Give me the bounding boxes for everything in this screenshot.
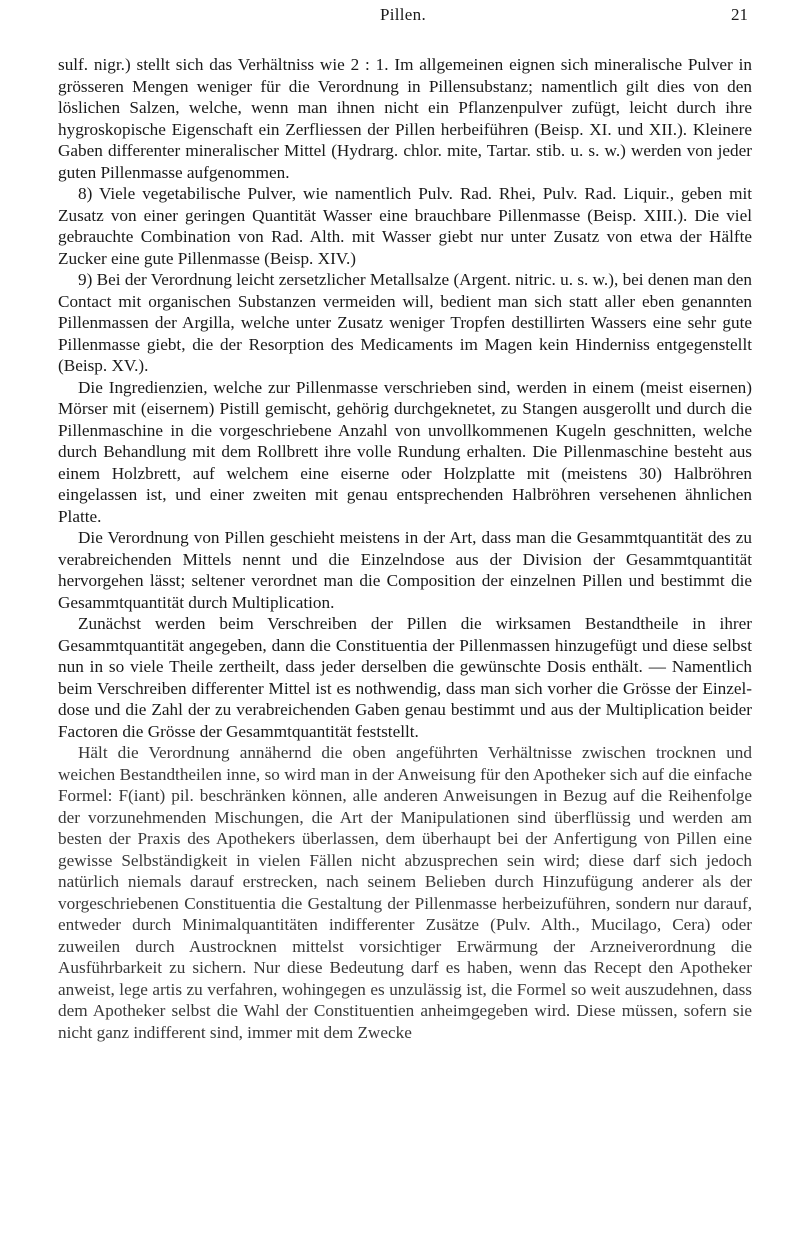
paragraph-ingredients: Die Ingredienzien, welche zur Pillenmasse verschrieben sind, werden in einem (meist eisernen) Mörser mit (eisernem) Pistill gemischt, gehörig durchgeknetet, zu Stangen ausgerollt und durch die Pillenmaschine in die vorgeschriebene Anzahl von unvollkommenen Kugeln geschnitten, welche durch Behandlung mit dem Rollbrett ihre volle Rundung erhalten. Die Pillenmaschine besteht aus einem Holzbrett, auf welchem eine eiserne oder Holzplatte mit (meistens 30) Halbröhren eingelassen ist, und einer zweiten mit genau entsprechenden Halbröhren versehenen ähnlichen Platte. <box>58 377 752 526</box>
paragraph-procedure: Zunächst werden beim Verschreiben der Pillen die wirksamen Bestandtheile in ihrer Gesammtquantität angegeben, dann die Constituentia der Pillenmassen hinzugefügt und diese selbst nun in so viele Theile zertheilt, dass jeder derselben die gewünschte Dosis enthält. — Namentlich beim Verschreiben differenter Mittel ist es nothwendig, dass man sich vorher die Grösse der Einzeldose und die Zahl der zu verabreichenden Gaben genau bestimmt und aus der Multiplication beider Factoren die Grösse der Gesammtquantität feststellt. <box>58 614 752 741</box>
running-head <box>58 2 748 28</box>
paragraph-item-8: 8) Viele vegetabilische Pulver, wie namentlich Pulv. Rad. Rhei, Pulv. Rad. Liquir., geben mit Zusatz von einer geringen Quantität Wasser eine brauchbare Pillenmasse (Beisp. XIII.). Die viel gebrauchte Combination von Rad. Alth. mit Wasser giebt nur unter Zusatz von etwa der Hälfte Zucker eine gute Pillenmasse (Beisp. XIV.) <box>58 184 752 268</box>
page-number: 21 <box>731 5 748 24</box>
paragraph-item-9: 9) Bei der Verordnung leicht zersetzlicher Metallsalze (Argent. nitric. u. s. w.), bei denen man den Contact mit organischen Substanzen vermeiden will, bedient man sich statt aller eben genannten Pillenmassen der Argilla, welche unter Zusatz weniger Tropfen destillirten Wassers eine sehr gute Pillenmasse giebt, die der Resorption des Medicaments im Magen kein Hinderniss entgegenstellt (Beisp. XV.). <box>58 270 752 375</box>
body-text <box>58 54 752 1043</box>
running-title: Pillen. <box>379 5 427 24</box>
paragraph-formula: Hält die Verordnung annähernd die oben angeführten Verhältnisse zwischen trocknen und weichen Bestandtheilen inne, so wird man in der Anweisung für den Apotheker sich auf die einfache Formel: F(iant) pil. beschränken können, alle anderen Anweisungen in Bezug auf die Reihenfolge der vorzunehmenden Mischungen, die Art der Manipulationen sind überflüssig und werden am besten der Praxis des Apothekers überlassen, dem überhaupt bei der Anfertigung von Pillen eine gewisse Selbständigkeit in vielen Fällen nicht abzusprechen sein wird; diese darf sich jedoch natürlich niemals darauf erstrecken, nach seinem Belieben durch Hinzufügung anderer als der vorgeschriebenen Constituentia die Gestaltung der Pillenmasse herbeizuführen, sondern nur darauf, entweder durch Minimalquantitäten indifferenter Zusätze (Pulv. Alth., Mucilago, Cera) oder zuweilen durch Austrocknen mittelst vorsichtiger Erwärmung der Arzneiverordnung die Ausführbarkeit zu sichern. Nur diese Bedeutung darf es haben, wenn das Recept den Apotheker anweist, lege artis zu verfahren, wohingegen es unzulässig ist, die Formel so weit auszudehnen, dass dem Apotheker selbst die Wahl der Constituentien anheimgegeben wird. Diese müssen, sofern sie nicht ganz indifferent sind, immer mit dem Zwecke <box>58 743 752 1042</box>
paragraph-continuation: sulf. nigr.) stellt sich das Verhältniss wie 2 : 1. Im allgemeinen eignen sich mineralische Pulver in grösseren Mengen weniger für die Verordnung in Pillensubstanz; namentlich gilt dies von den löslichen Salzen, welche, wenn man ihnen nicht ein Pflanzenpulver zufügt, leicht durch ihre hygroskopische Eigenschaft ein Zerfliessen der Pillen herbeiführen (Beisp. XI. und XII.). Kleinere Gaben differenter mineralischer Mittel (Hydrarg. chlor. mite, Tartar. stib. u. s. w.) werden von jeder guten Pillenmasse aufgenommen. <box>58 55 752 182</box>
paragraph-prescription: Die Verordnung von Pillen geschieht meistens in der Art, dass man die Gesammtquantität des zu verabreichenden Mittels nennt und die Einzelndose aus der Division der Gesammtquantität hervorgehen lässt; seltener verordnet man die Composition der einzelnen Pillen und bestimmt die Gesammtquantität durch Multiplication. <box>58 528 752 612</box>
